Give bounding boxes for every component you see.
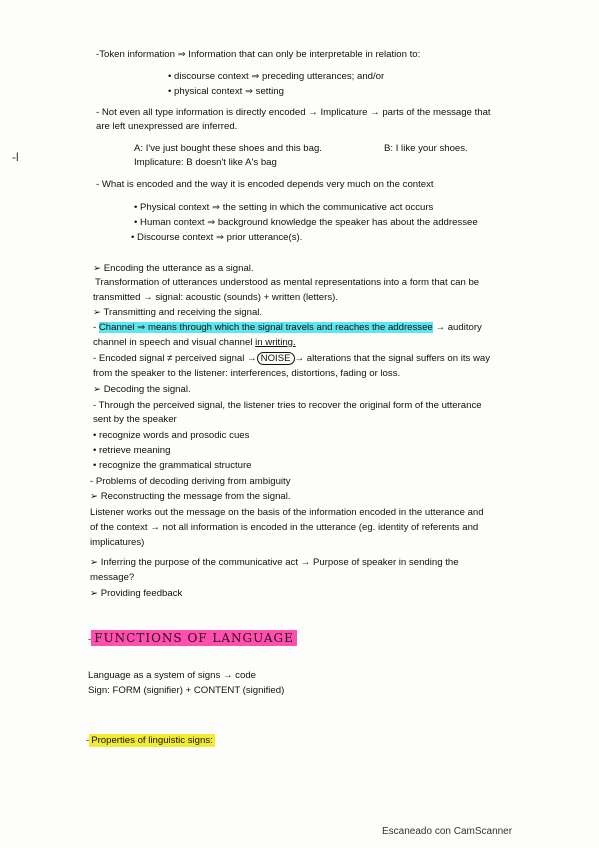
bullet-item: • recognize the grammatical structure — [93, 460, 252, 471]
text-line: - Problems of decoding deriving from ambiguity — [90, 476, 291, 487]
section-heading: ➢ Encoding the utterance as a signal. — [93, 263, 254, 274]
text-line: -Token information ⇒ Information that can only be interpretable in relation to: — [96, 49, 421, 60]
text-line: - Not even all type information is directly encoded → Implicature → parts of the message that — [96, 107, 491, 118]
text-line — [93, 353, 490, 364]
functions-heading — [88, 633, 297, 645]
circled-noise: NOISE — [257, 352, 295, 365]
bullet-item: • discourse context ⇒ preceding utterances; and/or — [168, 71, 385, 82]
text-line: transmitted → signal: acoustic (sounds) + written (letters). — [93, 292, 338, 303]
text-run: - — [86, 735, 90, 746]
text-line — [93, 337, 296, 348]
bullet-item: • physical context ⇒ setting — [168, 86, 284, 97]
example-line: B: I like your shoes. — [384, 143, 468, 154]
text-run: → alterations that the signal suffers on its way — [294, 353, 491, 364]
text-line: Language as a system of signs → code — [88, 670, 256, 681]
text-run: channel in speech and visual channel — [93, 337, 256, 348]
text-run: - — [88, 634, 92, 645]
bullet-item: • Discourse context ⇒ prior utterance(s). — [131, 232, 303, 243]
text-line: message? — [90, 572, 135, 583]
underlined-text: in writing. — [255, 337, 296, 348]
text-line: Sign: FORM (signifier) + CONTENT (signified) — [88, 685, 285, 696]
bullet-item: • recognize words and prosodic cues — [93, 430, 250, 441]
text-line: Transformation of utterances understood as mental representations into a form that can be — [95, 277, 480, 288]
text-run: → auditory — [432, 322, 482, 333]
text-line: implicatures) — [90, 537, 145, 548]
text-run: - Encoded signal ≠ perceived signal → — [93, 353, 257, 364]
section-heading: ➢ Transmitting and receiving the signal. — [93, 307, 263, 318]
text-line: - Through the perceived signal, the listener tries to recover the original form of the utterance — [93, 400, 482, 411]
example-line: Implicature: B doesn't like A's bag — [134, 157, 277, 168]
text-line — [93, 322, 482, 333]
properties-heading — [86, 735, 215, 746]
scanner-watermark: Escaneado con CamScanner — [382, 826, 513, 837]
section-heading: ➢ Reconstructing the message from the signal. — [90, 491, 291, 502]
text-line: are left unexpressed are inferred. — [96, 121, 238, 132]
highlighted-handwritten-heading: FUNCTIONS OF LANGUAGE — [91, 630, 297, 646]
bullet-item: • Physical context ⇒ the setting in which the communicative act occurs — [134, 202, 434, 213]
bullet-item: • Human context ⇒ background knowledge the speaker has about the addressee — [134, 217, 478, 228]
section-heading: ➢ Decoding the signal. — [93, 384, 191, 395]
bullet-item: • retrieve meaning — [93, 445, 171, 456]
text-line: of the context → not all information is encoded in the utterance (eg. identity of referents and — [90, 522, 479, 533]
text-line: Listener works out the message on the basis of the information encoded in the utterance and — [90, 507, 484, 518]
example-line: A: I've just bought these shoes and this bag. — [134, 143, 322, 154]
highlighted-channel-definition: Channel ⇒ means through which the signal travels and reaches the addressee — [98, 322, 433, 333]
text-line: sent by the speaker — [93, 414, 177, 425]
section-heading: ➢ Inferring the purpose of the communicative act → Purpose of speaker in sending the — [90, 557, 459, 568]
text-line: from the speaker to the listener: interferences, distortions, fading or loss. — [93, 368, 401, 379]
text-run: - — [93, 322, 99, 333]
section-heading: ➢ Providing feedback — [90, 588, 183, 599]
highlighted-properties-heading: Properties of linguistic signs: — [91, 735, 213, 746]
text-line: - What is encoded and the way it is encoded depends very much on the context — [96, 179, 434, 190]
margin-mark: -l — [12, 150, 19, 164]
